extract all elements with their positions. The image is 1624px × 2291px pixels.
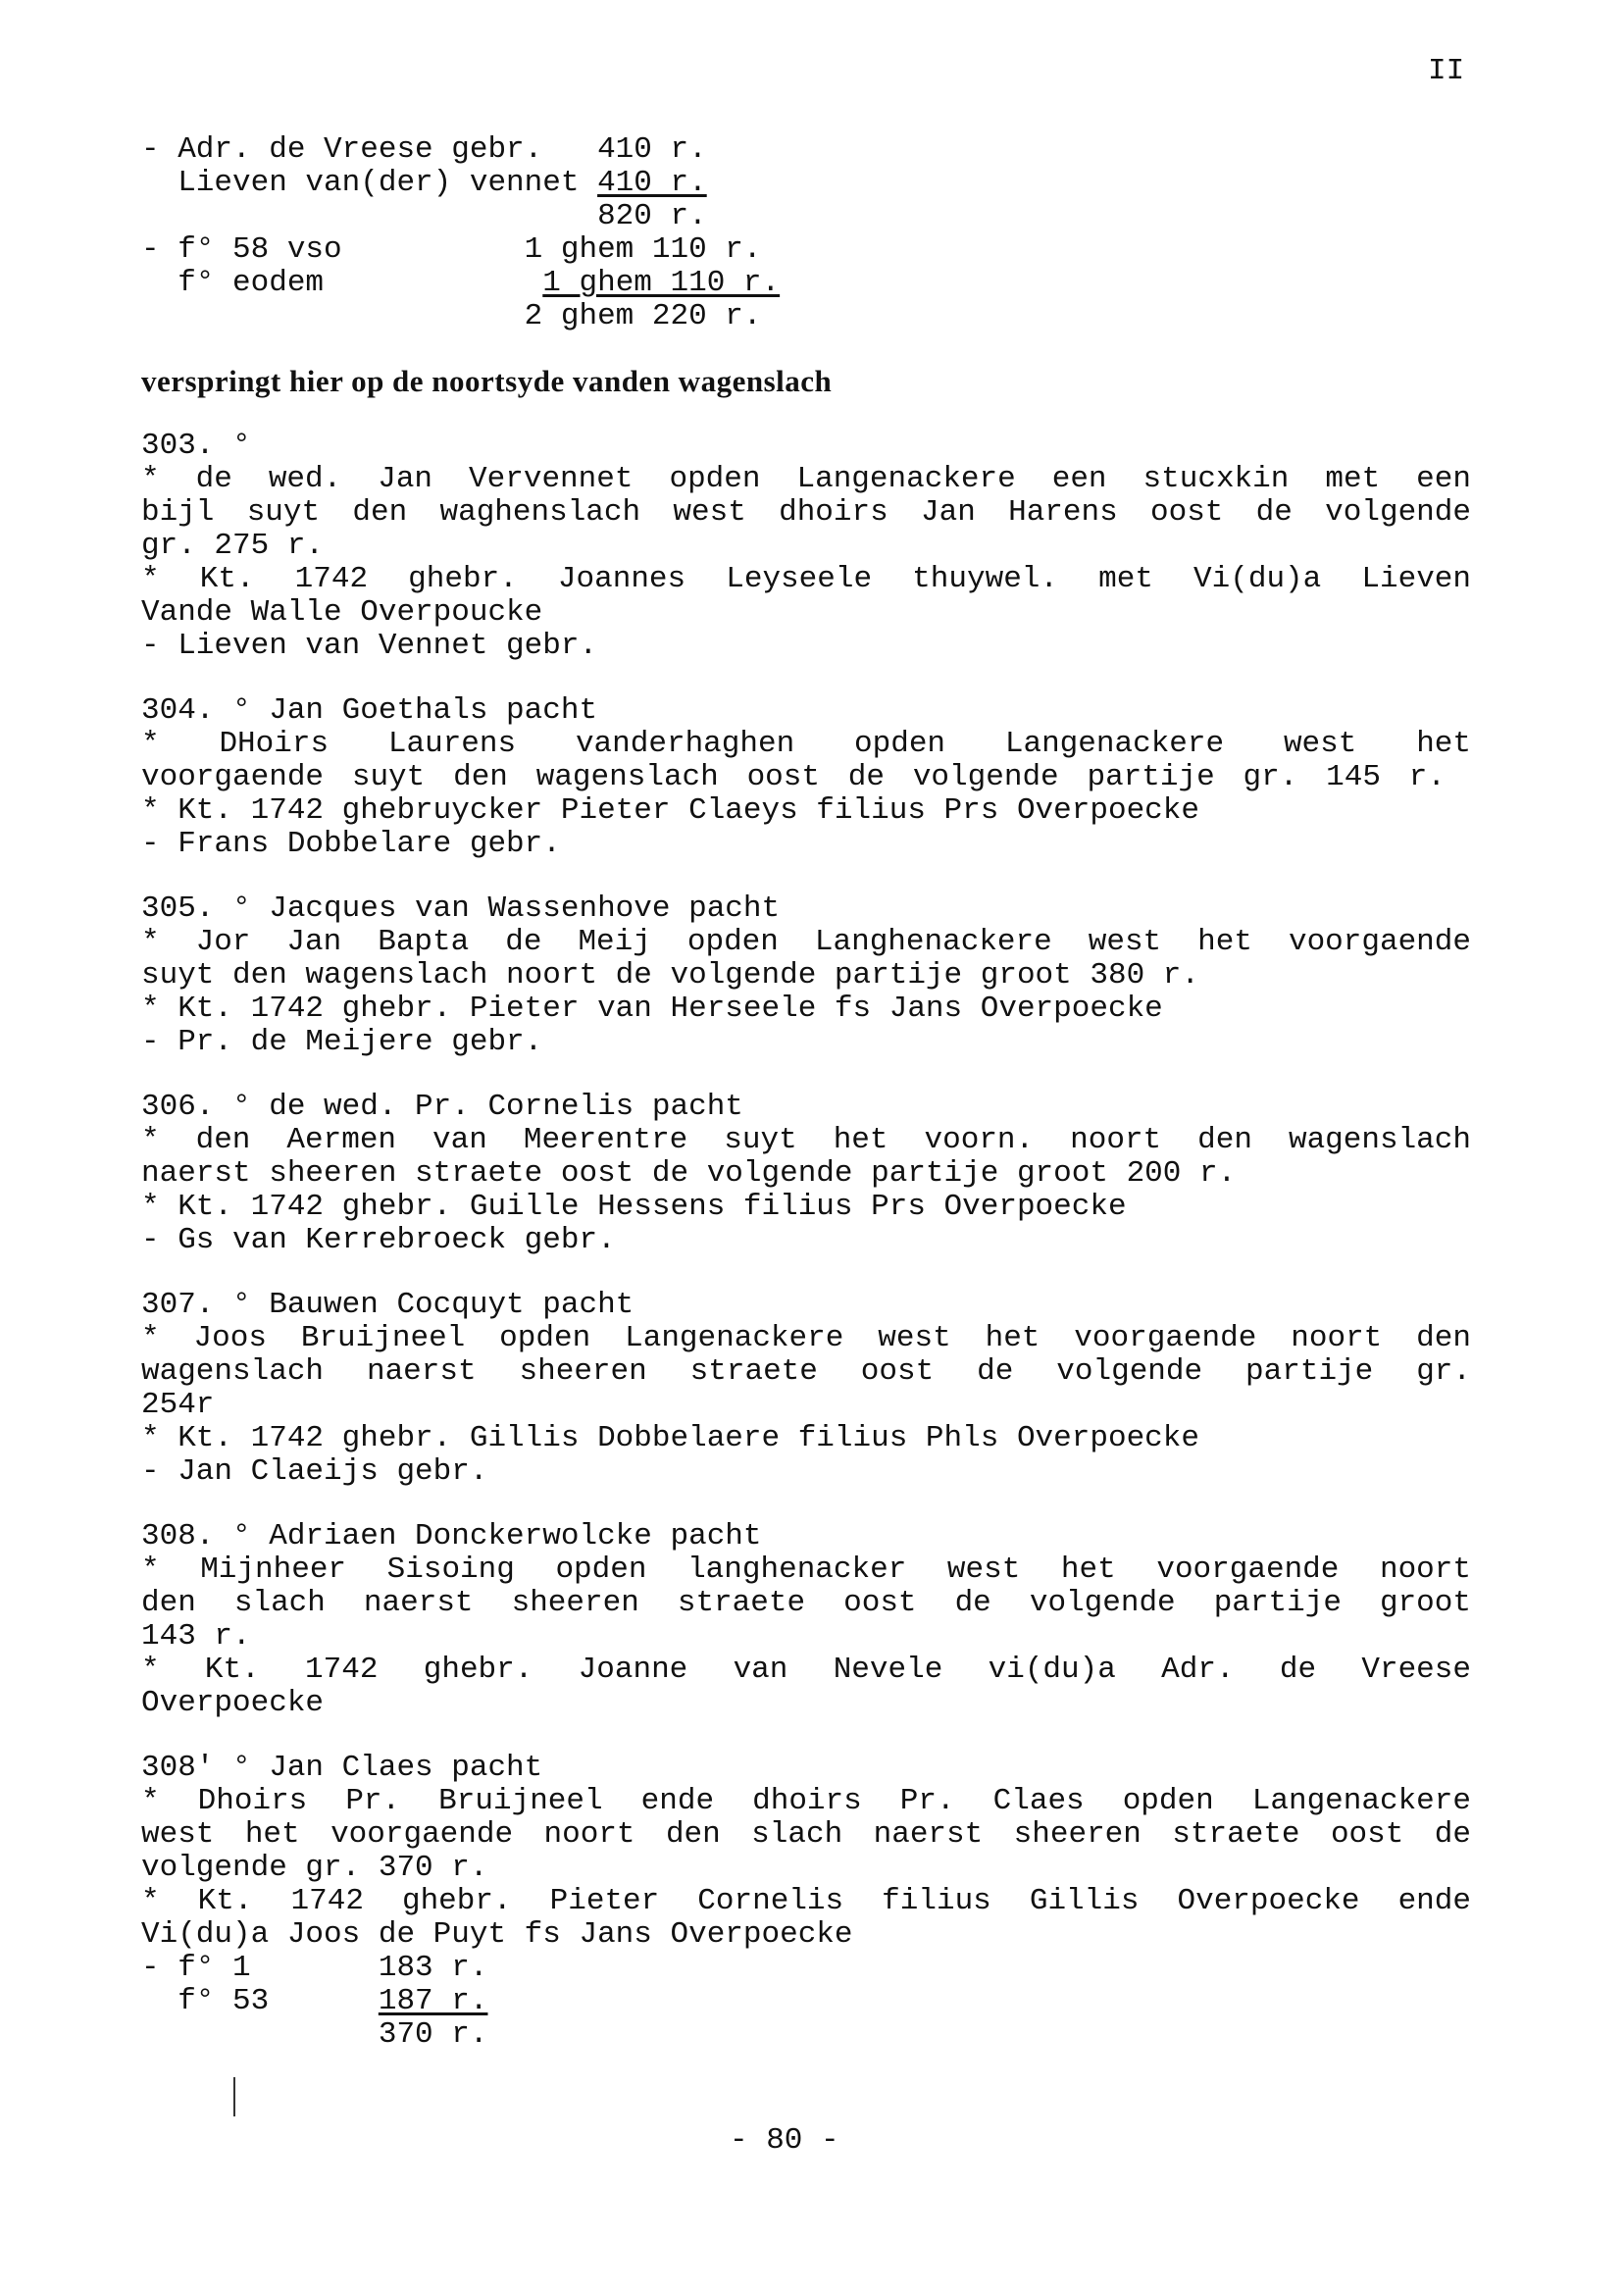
- entry-305-heading: 305. ° Jacques van Wassenhove pacht: [141, 891, 781, 926]
- entry-305-text: - Pr. de Meijere gebr.: [141, 1025, 543, 1059]
- entry-303-text: bijl suyt den waghenslach west dhoirs Jan Harens oost de volgende: [141, 495, 1471, 530]
- entry-305-text: * Kt. 1742 ghebr. Pieter van Herseele fs Jans Overpoecke: [141, 992, 1163, 1026]
- tally-line: - f° 1 183 r.: [141, 1951, 488, 1985]
- entry-304-heading: 304. ° Jan Goethals pacht: [141, 693, 598, 728]
- tally-total: 2 ghem 220 r.: [141, 299, 762, 333]
- entry-308b-text: Vi(du)a Joos de Puyt fs Jans Overpoecke: [141, 1917, 853, 1952]
- entry-303-heading: 303. °: [141, 429, 251, 463]
- entry-307-text: 254r: [141, 1388, 215, 1422]
- entry-306-heading: 306. ° de wed. Pr. Cornelis pacht: [141, 1090, 743, 1124]
- entry-308-text: * Kt. 1742 ghebr. Joanne van Nevele vi(du)a Adr. de Vreese: [141, 1653, 1471, 1687]
- entry-304-text: voorgaende suyt den wagenslach oost de volgende partije gr. 145 r.: [141, 760, 1446, 794]
- entry-307-text: * Kt. 1742 ghebr. Gillis Dobbelaere filius Phls Overpoecke: [141, 1421, 1199, 1455]
- entry-308b-text: * Kt. 1742 ghebr. Pieter Cornelis filius Gillis Overpoecke ende: [141, 1884, 1471, 1918]
- entry-308-text: den slach naerst sheeren straete oost de volgende partije groot: [141, 1586, 1471, 1620]
- entry-305-text: suyt den wagenslach noort de volgende partije groot 380 r.: [141, 958, 1199, 993]
- entry-307-text: wagenslach naerst sheeren straete oost de volgende partije gr.: [141, 1354, 1471, 1389]
- entry-308b-text: west het voorgaende noort den slach naerst sheeren straete oost de: [141, 1817, 1471, 1852]
- entry-306-text: * Kt. 1742 ghebr. Guille Hessens filius Prs Overpoecke: [141, 1190, 1127, 1224]
- entry-308-heading: 308. ° Adriaen Donckerwolcke pacht: [141, 1519, 762, 1553]
- entry-307-heading: 307. ° Bauwen Cocquyt pacht: [141, 1288, 634, 1322]
- entry-308-text: * Mijnheer Sisoing opden langhenacker west het voorgaende noort: [141, 1553, 1471, 1587]
- entry-303-text: - Lieven van Vennet gebr.: [141, 629, 598, 663]
- entry-308-text: Overpoecke: [141, 1686, 325, 1720]
- entry-303-text: gr. 275 r.: [141, 529, 325, 563]
- section-heading: verspringt hier op de noortsyde vanden wagenslach: [141, 364, 833, 398]
- entry-304-text: * Kt. 1742 ghebruycker Pieter Claeys filius Prs Overpoecke: [141, 793, 1199, 828]
- entry-307-text: - Jan Claeijs gebr.: [141, 1454, 488, 1489]
- tally-total: 820 r.: [141, 199, 707, 233]
- tally-line: Lieven van(der) vennet 410 r.: [141, 166, 707, 200]
- entry-303-text: * de wed. Jan Vervennet opden Langenackere een stucxkin met een: [141, 462, 1471, 496]
- tally-total: 370 r.: [141, 2017, 488, 2052]
- tally-line: f° 53 187 r.: [141, 1984, 488, 2018]
- tally-line: - Adr. de Vreese gebr. 410 r.: [141, 132, 707, 167]
- tally-line: - f° 58 vso 1 ghem 110 r.: [141, 232, 762, 267]
- entry-306-text: * den Aermen van Meerentre suyt het voorn. noort den wagenslach: [141, 1123, 1471, 1157]
- page-number: - 80 -: [730, 2123, 839, 2158]
- margin-mark: [233, 2077, 235, 2116]
- entry-306-text: - Gs van Kerrebroeck gebr.: [141, 1223, 616, 1257]
- entry-308b-heading: 308' ° Jan Claes pacht: [141, 1751, 543, 1785]
- entry-303-text: * Kt. 1742 ghebr. Joannes Leyseele thuywel. met Vi(du)a Lieven: [141, 562, 1471, 596]
- tally-line: f° eodem 1 ghem 110 r.: [141, 266, 781, 300]
- entry-306-text: naerst sheeren straete oost de volgende partije groot 200 r.: [141, 1156, 1237, 1191]
- entry-304-text: * DHoirs Laurens vanderhaghen opden Langenackere west het: [141, 727, 1471, 761]
- entry-303-text: Vande Walle Overpoucke: [141, 595, 543, 630]
- entry-308-text: 143 r.: [141, 1619, 251, 1654]
- entry-307-text: * Joos Bruijneel opden Langenackere west het voorgaende noort den: [141, 1321, 1471, 1355]
- entry-308b-text: volgende gr. 370 r.: [141, 1851, 488, 1885]
- roman-page-number: II: [1428, 54, 1465, 88]
- entry-305-text: * Jor Jan Bapta de Meij opden Langhenackere west het voorgaende: [141, 925, 1471, 959]
- entry-304-text: - Frans Dobbelare gebr.: [141, 827, 561, 861]
- entry-308b-text: * Dhoirs Pr. Bruijneel ende dhoirs Pr. Claes opden Langenackere: [141, 1784, 1471, 1818]
